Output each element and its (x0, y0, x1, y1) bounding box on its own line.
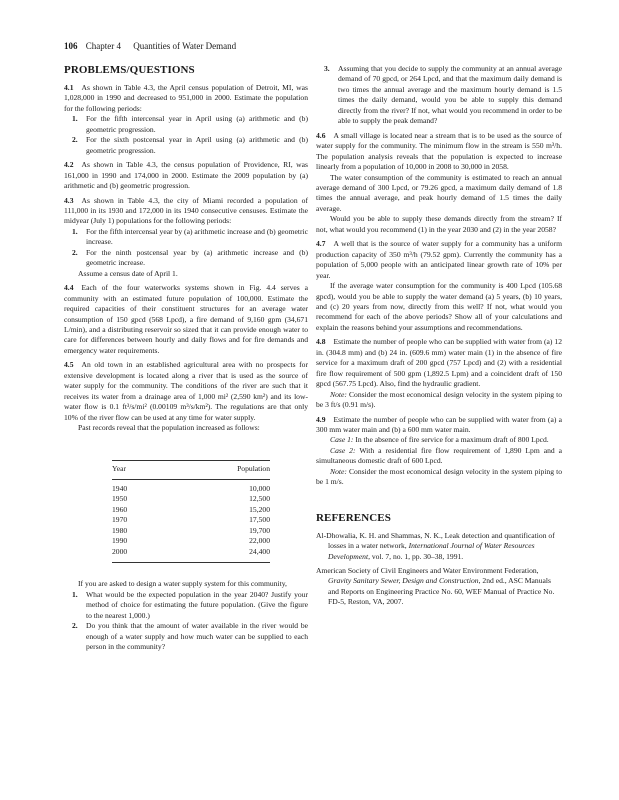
problem-text: Estimate the number of people who can be supplied with water from (a) 12 in. (304.8 mm) and (b) 24 in. (609.6 mm) water main (1) in the absence of fire service for a maximum draft of 200 gpcd (757 Lpcd) and (2) with a residential fire flow requirement of 500 gpm (1,892.5 Lpm) and a coincident draft of 150 gpcd (567.75 Lpcd). Also, find the hydraulic gradient. (316, 337, 562, 389)
case-text: In the absence of fire service for a maximum draft of 800 Lpcd. (355, 435, 549, 445)
right-column (316, 64, 562, 612)
sub-item (72, 135, 308, 156)
sub-item-text: For the sixth postcensal year in April using (a) arithmetic and (b) geometric progression. (86, 135, 308, 155)
cell-population: 22,000 (249, 536, 270, 546)
problem-number: 4.9 (316, 414, 326, 424)
problem-4-7 (316, 239, 562, 281)
problem-text-continued: Past records reveal that the population increased as follows: (78, 423, 260, 433)
problem-4-8 (316, 337, 562, 389)
table-row (112, 547, 270, 563)
reference-authors: American Society of Civil Engineers and Water Environment Federation, (316, 566, 539, 576)
sub-item (72, 590, 308, 621)
sub-item-number: 3. (324, 64, 330, 73)
cell-year: 2000 (112, 547, 162, 563)
sub-item-number: 2. (72, 135, 78, 145)
problem-text: As shown in Table 4.3, the April census population of Detroit, MI, was 1,028,000 in 1990 and decreased to 951,000 in 2000. Estimate the population for the following periods: (64, 83, 308, 113)
sub-item-number: 1. (72, 226, 78, 236)
cell-year: 1980 (112, 525, 128, 535)
cell-year: 1970 (112, 515, 128, 525)
problem-text: Estimate the number of people who can be supplied with water from (a) a 300 mm water main and (b) a 600 mm water main. (316, 414, 562, 434)
cell-population: 12,500 (249, 494, 270, 504)
problem-text-continued: If you are asked to design a water supply system for this community, (78, 579, 287, 589)
note-text: Consider the most economical design velocity in the system piping to be 3 ft/s (0.91 m/s). (316, 389, 562, 410)
case-label: Case 1: (330, 435, 354, 445)
problem-text: As shown in Table 4.3, the city of Miami recorded a population of 111,000 in its 1930 and 172,000 in its 1940 consecutive censuses. Estimate the midyear (July 1) populations for the following periods: (64, 195, 308, 226)
sub-item-text: Do you think that the amount of water available in the river would be enough of a water supply and how much water can be supplied to each person in the community? (86, 621, 308, 652)
sub-item (72, 227, 308, 248)
note-label: Note: (330, 466, 347, 476)
sub-item-text: For the ninth postcensal year by (a) arithmetic increase and (b) geometric increase. (86, 247, 308, 268)
problem-text: Each of the four waterworks systems shown in Fig. 4.4 serves a community with an estimated future population of 100,000. Estimate the required capacities of their constituent structures for an average water consumption of 150 gpcd (568 Lpcd), a fire demand of 9,160 gpm (34,671 L/min), and a distributing reservoir so sized that it can provide enough water to care for differences between hourly and daily flows and for fire demands and emergency water requirements. (64, 283, 308, 355)
sub-item-text: What would be the expected population in the year 2040? Justify your method of choice for estimating the future population. (Give the figure to the nearest 1,000.) (86, 589, 308, 620)
problem-number: 4.7 (316, 239, 326, 249)
sub-item-number: 1. (72, 589, 78, 599)
reference-item (316, 566, 562, 608)
sub-item (72, 248, 308, 269)
problem-number: 4.3 (64, 195, 74, 205)
problem-paragraph: If the average water consumption for the community is 400 Lpcd (105.68 gpcd), would you be able to supply the water demand (a) 5 years, (b) 10 years, and (c) 20 years from now, directly from this well? If not, what would you recommend for each of the above periods? Show all of your calculations and explain the reasons behind your assumptions and recommendations. (316, 281, 562, 332)
reference-authors: Al-Dhowalia, K. H. and Shammas, N. K., Leak detection and quantification of losses in a water network, (316, 530, 555, 551)
case-label: Case 2: (330, 445, 356, 455)
sub-item-number: 2. (72, 247, 78, 257)
sub-item-text: For the fifth intercensal year in April using (a) arithmetic and (b) geometric progression. (86, 114, 308, 134)
table-row (112, 494, 270, 505)
table-row (112, 505, 270, 516)
problem-text: A small village is located near a stream that is to be used as the source of water supply for the community. The minimum flow in the stream is 550 m³/h. The population analysis reveals that the population is expected to increase linearly from a population of 10,000 in 2008 to 30,000 in 2058. (316, 130, 562, 172)
table-row (112, 479, 270, 494)
problem-note (316, 467, 562, 488)
reference-details: , 2nd ed., ASC Manuals and Reports on Engineering Practice No. 60, WEF Manual of Practice No. FD-5, Reston, VA, 2007. (328, 576, 555, 607)
cell-year: 1940 (112, 483, 128, 493)
problem-number: 4.5 (64, 360, 74, 370)
problem-text: As shown in Table 4.3, the census population of Providence, RI, was 161,000 in 1990 and 174,000 in 2000. Estimate the 2009 population by (a) arithmetic and (b) geometric progression. (64, 160, 308, 191)
problem-note: Assume a census date of April 1. (78, 268, 178, 278)
problem-number: 4.1 (64, 83, 74, 92)
reference-item (316, 531, 562, 562)
chapter-title: Quantities of Water Demand (133, 41, 237, 51)
problem-4-6 (316, 131, 562, 173)
note-text: Consider the most economical design velocity in the system piping to be 1 m/s. (316, 466, 562, 487)
reference-details: , vol. 7, no. 1, pp. 30–38, 1991. (368, 551, 464, 561)
table-row (112, 515, 270, 526)
note-label: Note: (330, 389, 347, 399)
cell-population: 15,200 (249, 504, 270, 514)
cell-year: 1950 (112, 494, 128, 504)
sub-item-text: For the fifth intercensal year by (a) arithmetic increase and (b) geometric increase. (86, 226, 308, 247)
problem-case (316, 446, 562, 467)
sub-item-text: Assuming that you decide to supply the community at an annual average demand of 70 gpcd, or 264 Lpcd, and that the maximum daily demand is two times the annual average and the maximum hourly demand is 1.5 times the daily demand, would you be able to supply this demand directly from the river? If not, what would you recommend in order to be able to supply the peak demand? (338, 64, 562, 126)
table-row (112, 536, 270, 547)
sub-item (72, 114, 308, 135)
table-header-population: Population (162, 460, 270, 479)
problem-text: A well that is the source of water supply for a community has a uniform production capacity of 350 m³/h (79.52 gpm). Currently the community has a population of 5,000 people with an anticipated linear growth rate of 10% per year. (316, 239, 562, 280)
table-header-year: Year (112, 460, 162, 479)
problem-note (316, 390, 562, 411)
problem-4-9 (316, 415, 562, 436)
cell-year: 1960 (112, 504, 128, 514)
problem-text: An old town in an established agricultural area with no prospects for extensive development is located along a river that is used as the source of water supply for the community. The conditions of the river are such that it receives its water from a drainage area of 1,000 mi² (2,590 km²) and its low-water flow is 0.1 ft³/s/mi² (0.00109 m³/s/km²). The regulations are that only 10% of the river flow can be used at any time for water supply. (64, 360, 308, 422)
problem-4-1 (64, 83, 308, 114)
page-number: 106 (64, 41, 78, 51)
population-table (112, 460, 270, 564)
reference-journal: International Journal of Water Resources Development (328, 541, 535, 561)
sub-item (72, 621, 308, 652)
problem-number: 4.6 (316, 130, 326, 140)
problem-4-2 (64, 160, 308, 191)
problem-number: 4.8 (316, 337, 326, 347)
sub-item (324, 64, 562, 127)
chapter-label: Chapter 4 (85, 41, 121, 51)
cell-population: 24,400 (162, 547, 270, 563)
problems-heading: PROBLEMS/QUESTIONS (64, 64, 195, 76)
problem-4-5 (64, 360, 308, 423)
cell-population: 17,500 (249, 515, 270, 525)
cell-population: 19,700 (249, 525, 270, 535)
references-heading: REFERENCES (316, 511, 391, 524)
problem-paragraph: Would you be able to supply these demands directly from the stream? If not, what would you recommend (1) in the year 2030 and (2) in the year 2058? (316, 214, 562, 234)
cell-year: 1990 (112, 536, 128, 546)
table-row (112, 526, 270, 537)
problem-4-3 (64, 196, 308, 227)
problem-number: 4.4 (64, 283, 74, 293)
problem-case (316, 435, 562, 445)
problem-4-4 (64, 283, 308, 356)
reference-title: Gravity Sanitary Sewer, Design and Construction (328, 576, 479, 586)
problem-paragraph: The water consumption of the community is estimated to reach an annual average demand of 300 Lpcd, or 79.26 gpcd, a maximum daily demand of 1.8 times the annual average, and peak hourly demand of 1.5 times the daily average. (316, 172, 562, 213)
running-header (64, 41, 236, 51)
problem-number: 4.2 (64, 160, 74, 170)
cell-population: 10,000 (249, 483, 270, 493)
sub-item-number: 1. (72, 114, 78, 124)
left-column (64, 64, 308, 653)
case-text: With a residential fire flow requirement of 1,890 Lpm and a simultaneous domestic draft of 600 Lpcd. (316, 445, 562, 466)
sub-item-number: 2. (72, 621, 78, 631)
